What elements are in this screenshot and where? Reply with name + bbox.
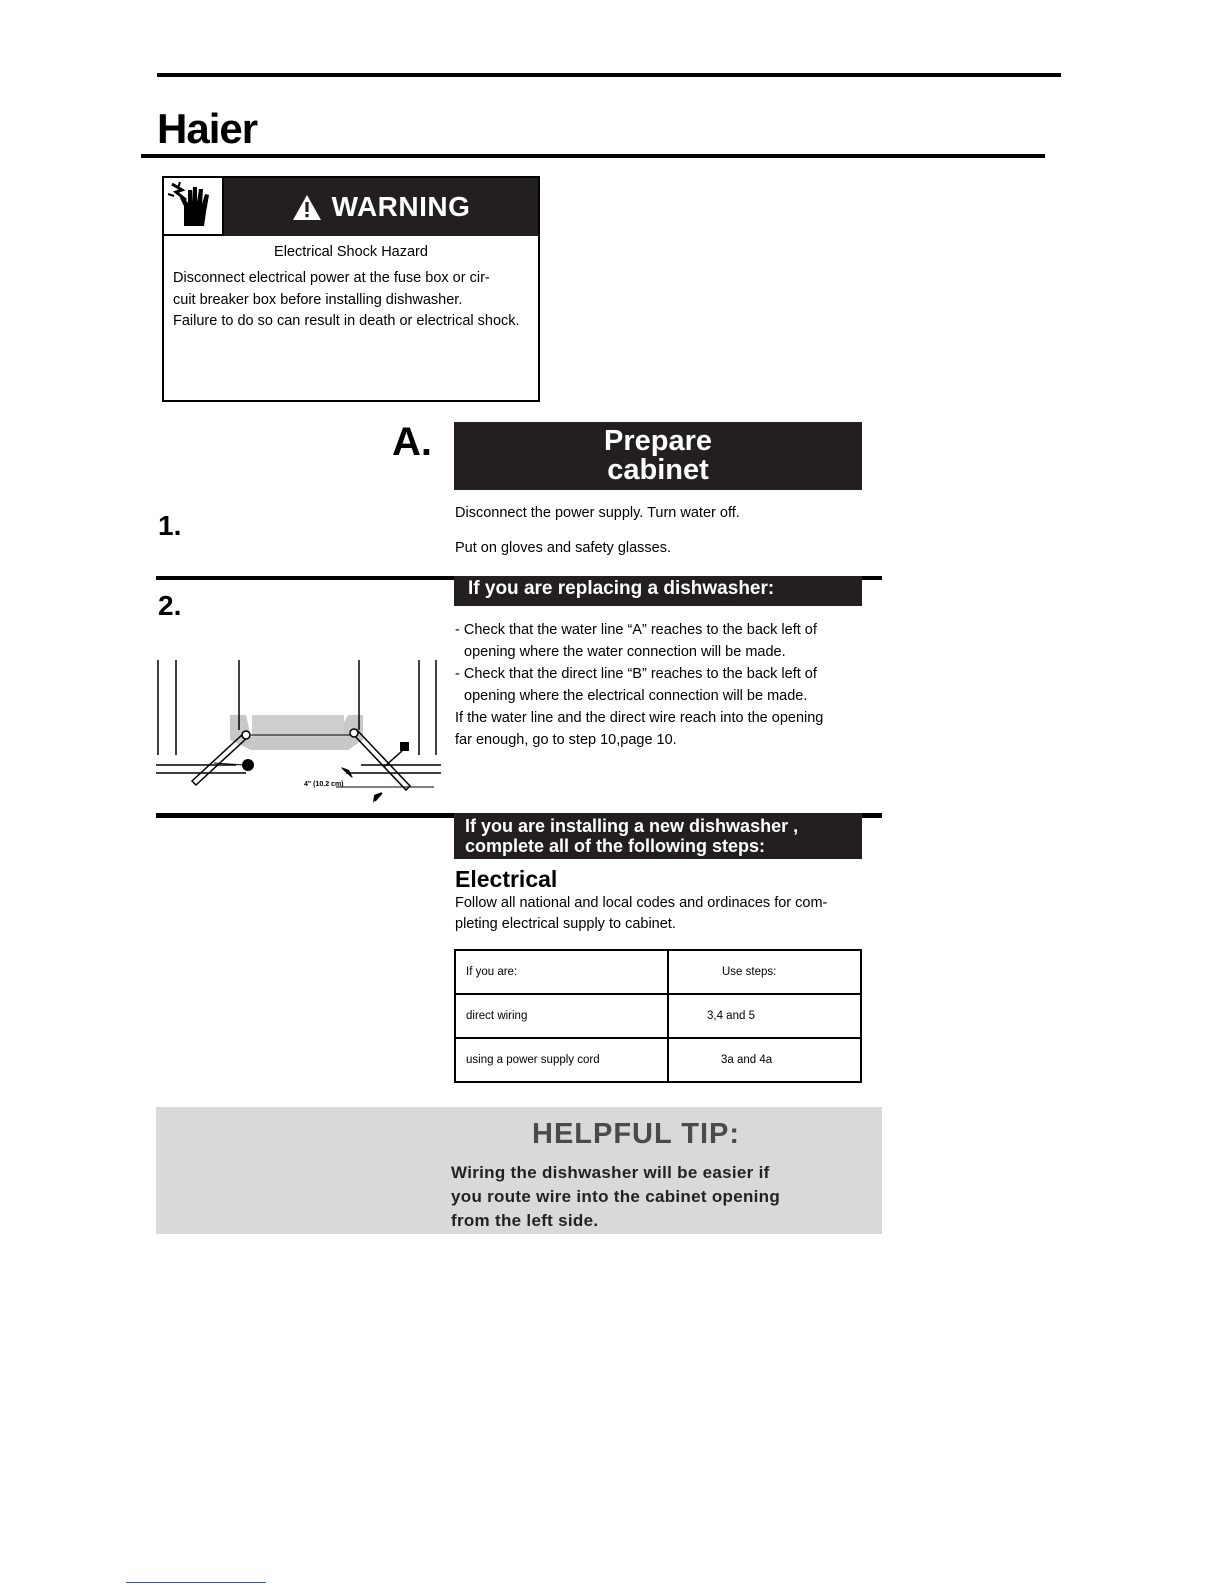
replacing-line: opening where the electrical connection will be made. [464,688,808,704]
step-number: 2. [158,590,182,621]
warning-box [162,176,540,402]
table-header-cell: If you are: [455,950,668,994]
table-cell: direct wiring [455,994,668,1038]
brand-logo: Haier [157,105,258,152]
table-header-row [455,950,861,994]
top-rule [157,73,1061,77]
table-cell: 3,4 and 5 [668,994,861,1038]
table-header-cell: Use steps: [668,950,861,994]
table-cell: using a power supply cord [455,1038,668,1082]
replacing-line: opening where the water connection will be made. [464,644,786,660]
warning-header [224,178,538,236]
step-text: Put on gloves and safety glasses. [455,540,672,556]
warning-title: WARNING [331,191,471,222]
helpful-tip-line: from the left side. [451,1211,599,1230]
new-install-heading-line: If you are installing a new dishwasher , [465,816,799,836]
steps-table [454,949,862,1083]
step-text: Disconnect the power supply. Turn water off. [455,505,740,521]
footer-link-underline [126,1582,266,1583]
electrical-line: pleting electrical supply to cabinet. [455,916,676,932]
warning-body [173,268,532,333]
electrical-heading: Electrical [455,866,558,892]
helpful-tip-line: Wiring the dishwasher will be easier if [451,1163,770,1182]
warning-line: cuit breaker box before installing dishwasher. [173,291,463,308]
new-install-heading-line: complete all of the following steps: [465,836,766,856]
section-title-line: cabinet [607,454,709,486]
cabinet-diagram [156,655,441,810]
helpful-tip-title: HELPFUL TIP: [532,1118,741,1150]
replacing-heading: If you are replacing a dishwasher: [454,576,862,606]
warning-line: Disconnect electrical power at the fuse box or cir- [173,270,490,286]
shock-hand-icon [164,178,224,236]
new-install-heading [454,813,862,859]
section-title-line: Prepare [603,425,712,457]
electrical-line: Follow all national and local codes and ordinaces for com- [455,895,828,911]
dimension-label: 4" (10.2 cm) [304,781,344,788]
table-row [455,994,861,1038]
table-row [455,1038,861,1082]
replacing-line: If the water line and the direct wire reach into the opening [455,710,824,726]
electrical-text [455,893,875,935]
replacing-text [455,619,875,751]
replacing-line: far enough, go to step 10,page 10. [455,732,677,748]
section-title [454,422,862,490]
replacing-line: - Check that the direct line “B” reaches to the back left of [455,666,817,682]
warning-triangle-icon [292,194,322,221]
warning-subtitle: Electrical Shock Hazard [274,244,428,260]
helpful-tip-line: you route wire into the cabinet opening [451,1187,781,1206]
table-cell: 3a and 4a [668,1038,861,1082]
header-rule [141,154,1045,158]
warning-line: Failure to do so can result in death or electrical shock. [173,313,520,329]
helpful-tip-text [451,1161,871,1233]
replacing-line: - Check that the water line “A” reaches to the back left of [455,622,817,638]
step-number: 1. [158,510,182,541]
section-letter: A. [392,420,432,464]
